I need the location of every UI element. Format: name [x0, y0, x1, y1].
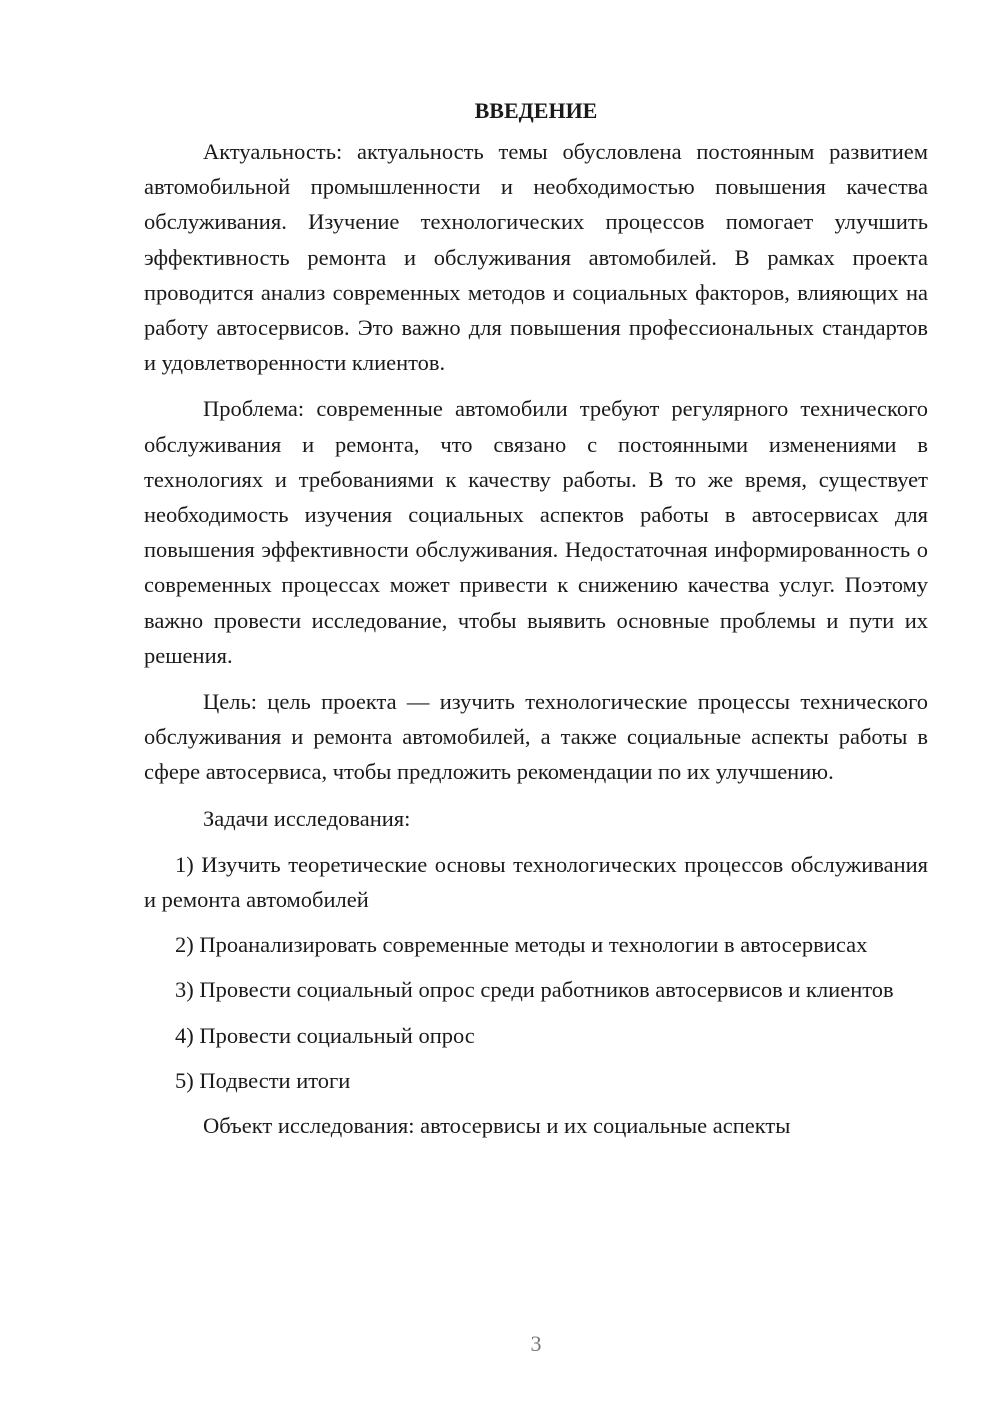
goal-paragraph: Цель: цель проекта — изучить технологические процессы технического обслуживания и ремонта автомобилей, а также социальные аспекты работы в сфере автосервиса, чтобы предложить рекомендации по их улучшению. — [144, 689, 928, 785]
section-heading: ВВЕДЕНИЕ — [474, 98, 598, 123]
task-item-1: 1) Изучить теоретические основы технологических процессов обслуживания и ремонта автомобилей — [144, 851, 928, 913]
research-object-paragraph: Объект исследования: автосервисы и их социальные аспекты — [203, 1113, 791, 1139]
task-item-3: 3) Провести социальный опрос среди работников автосервисов и клиентов — [175, 977, 894, 1003]
problem-paragraph: Проблема: современные автомобили требуют регулярного технического обслуживания и ремонта, что связано с постоянными изменениями в технологиях и требованиями к качеству работы. В то же время, существует необходимость изучения социальных аспектов работы в автосервисах для повышения эффективности обслуживания. Недостаточная информированность о современных процессах может привести к снижению качества услуг. Поэтому важно провести исследование, чтобы выявить основные проблемы и пути их решения. — [144, 396, 928, 668]
task-item-5: 5) Подвести итоги — [175, 1067, 351, 1093]
relevance-paragraph: Актуальность: актуальность темы обусловлена постоянным развитием автомобильной промышленности и необходимостью повышения качества обслуживания. Изучение технологических процессов помогает улучшить эффективность ремонта и обслуживания автомобилей. В рамках проекта проводится анализ современных методов и социальных факторов, влияющих на работу автосервисов. Это важно для повышения профессиональных стандартов и удовлетворенности клиентов. — [144, 139, 928, 376]
task-item-4: 4) Провести социальный опрос — [175, 1022, 475, 1048]
task-item-2: 2) Проанализировать современные методы и технологии в автосервисах — [175, 932, 868, 958]
page-number: 3 — [530, 1331, 542, 1356]
tasks-heading: Задачи исследования: — [203, 805, 411, 831]
page-body — [144, 92, 928, 1154]
